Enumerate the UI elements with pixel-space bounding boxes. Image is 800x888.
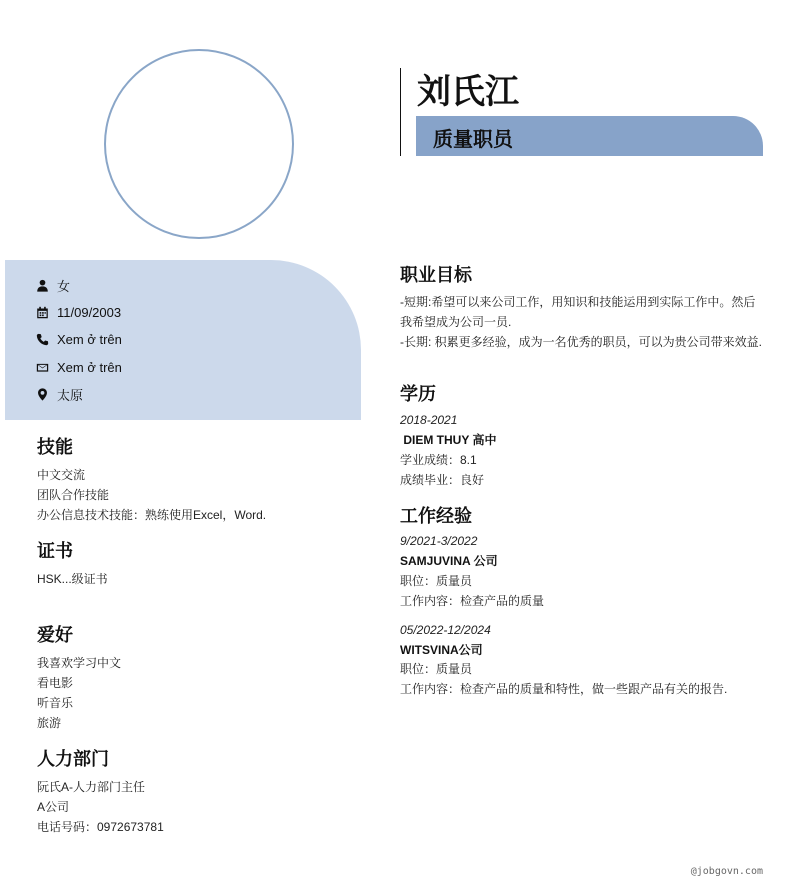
education-gpa: 学业成绩：8.1 <box>400 453 477 467</box>
job-position: 职位：质量员 <box>400 662 473 676</box>
certificate-item: HSK...级证书 <box>37 572 108 586</box>
reference-item: 阮氏A-人力部门主任 <box>37 780 146 794</box>
mail-icon <box>35 360 49 374</box>
contact-email <box>35 358 122 376</box>
job-title: 质量职员 <box>433 129 513 151</box>
reference-item: A公司 <box>37 800 70 814</box>
reference-item: 电话号码：0972673781 <box>37 820 164 834</box>
hobby-item: 看电影 <box>37 676 74 690</box>
phone-icon <box>35 332 49 346</box>
hobby-item: 听音乐 <box>37 696 74 710</box>
hobby-item: 旅游 <box>37 716 62 730</box>
gender-text: 女 <box>57 278 71 294</box>
reference-heading: 人力部门 <box>37 749 109 769</box>
address-text: 太原 <box>57 387 84 403</box>
skill-item: 办公信息技术技能：熟练使用Excel，Word. <box>37 508 267 522</box>
contact-address <box>35 385 83 403</box>
email-text: Xem ở trên <box>57 359 122 375</box>
contact-gender <box>35 276 70 294</box>
job-company: WITSVINA公司 <box>400 643 483 657</box>
contact-phone <box>35 330 122 348</box>
avatar <box>104 49 294 239</box>
birthdate-text: 11/09/2003 <box>57 304 122 320</box>
education-graduation: 成绩毕业：良好 <box>400 473 485 487</box>
contact-birthdate <box>35 303 121 321</box>
job-company: SAMJUVINA 公司 <box>400 554 498 568</box>
watermark: @jobgovn.com <box>690 866 763 877</box>
user-icon <box>35 278 49 292</box>
experience-heading: 工作经验 <box>400 506 472 526</box>
education-period: 2018-2021 <box>400 413 458 427</box>
education-heading: 学历 <box>400 384 436 404</box>
job-period: 9/2021-3/2022 <box>400 534 478 548</box>
candidate-name: 刘氏江 <box>417 73 519 111</box>
objective-heading: 职业目标 <box>400 265 472 285</box>
job-period: 05/2022-12/2024 <box>400 623 491 637</box>
hobby-item: 我喜欢学习中文 <box>37 656 122 670</box>
location-pin-icon <box>35 387 49 401</box>
skills-heading: 技能 <box>37 437 73 457</box>
education-school: DIEM THUY 高中 <box>400 433 497 447</box>
calendar-icon <box>35 305 49 319</box>
job-position: 职位：质量员 <box>400 574 473 588</box>
skill-item: 中文交流 <box>37 468 86 482</box>
certificates-heading: 证书 <box>37 541 73 561</box>
skill-item: 团队合作技能 <box>37 488 110 502</box>
objective-short-term: -短期:希望可以来公司工作，用知识和技能运用到实际工作中。然后我希望成为公司一员. <box>400 295 756 329</box>
name-divider <box>400 68 401 156</box>
phone-text: Xem ở trên <box>57 331 122 347</box>
job-content: 工作内容：检查产品的质量和特性，做一些跟产品有关的报告. <box>400 682 728 696</box>
job-content: 工作内容：检查产品的质量 <box>400 594 545 608</box>
objective-long-term: -长期: 积累更多经验，成为一名优秀的职员，可以为贵公司带来效益. <box>400 335 763 349</box>
hobbies-heading: 爱好 <box>37 625 73 645</box>
